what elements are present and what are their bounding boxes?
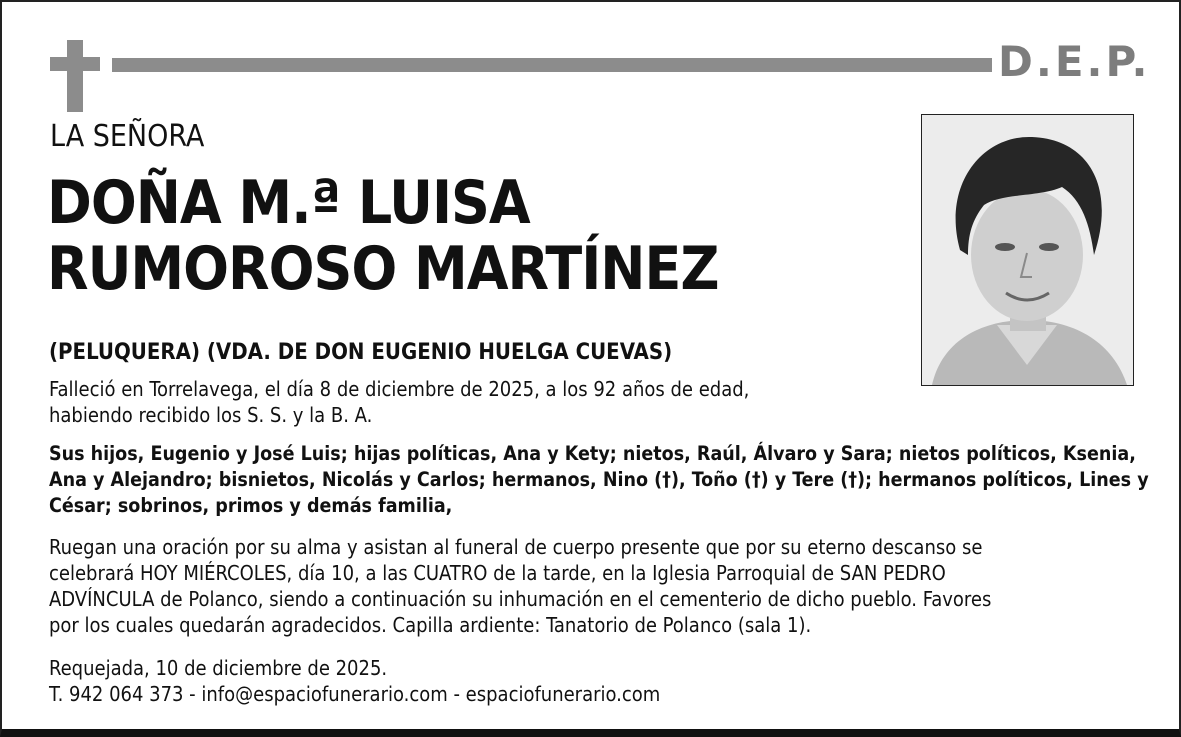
death-notice	[49, 376, 749, 428]
text-line: César; sobrinos, primos y demás familia,	[49, 494, 453, 517]
contact-info: T. 942 064 373 - info@espaciofunerario.com - espaciofunerario.com	[49, 682, 661, 706]
portrait-image	[922, 115, 1133, 385]
text-line: por los cuales quedarán agradecidos. Capilla ardiente: Tanatorio de Polanco (sala 1).	[49, 613, 812, 637]
honorific-title: LA SEÑORA	[50, 119, 205, 154]
dep-label: D.E.P.	[998, 37, 1151, 86]
footer	[49, 655, 660, 707]
text-line: Ruegan una oración por su alma y asistan al funeral de cuerpo presente que por su eterno descanso se	[49, 535, 983, 559]
deceased-name	[47, 170, 718, 302]
cross-icon	[50, 40, 100, 112]
text-line: habiendo recibido los S. S. y la B. A.	[49, 403, 373, 427]
text-line: Ana y Alejandro; bisnietos, Nicolás y Carlos; hermanos, Nino (†), Toño (†) y Tere (†); hermanos políticos, Lines y	[49, 468, 1149, 491]
name-line-2: RUMOROSO MARTÍNEZ	[47, 234, 719, 304]
place-date: Requejada, 10 de diciembre de 2025.	[49, 656, 388, 680]
text-line: Sus hijos, Eugenio y José Luis; hijas políticas, Ana y Kety; nietos, Raúl, Álvaro y Sara; nietos políticos, Ksenia,	[49, 442, 1136, 465]
portrait-photo	[921, 114, 1134, 386]
name-line-1: DOÑA M.ª LUISA	[47, 168, 530, 238]
subtitle: (PELUQUERA) (VDA. DE DON EUGENIO HUELGA CUEVAS)	[49, 340, 673, 365]
family-list	[49, 441, 1149, 519]
text-line: Falleció en Torrelavega, el día 8 de diciembre de 2025, a los 92 años de edad,	[49, 377, 750, 401]
text-line: celebrará HOY MIÉRCOLES, día 10, a las CUATRO de la tarde, en la Iglesia Parroquial de SAN PEDRO	[49, 561, 946, 585]
header-rule	[112, 58, 992, 72]
text-line: ADVÍNCULA de Polanco, siendo a continuación su inhumación en el cementerio de dicho pueblo. Favores	[49, 587, 992, 611]
funeral-details	[49, 534, 991, 638]
